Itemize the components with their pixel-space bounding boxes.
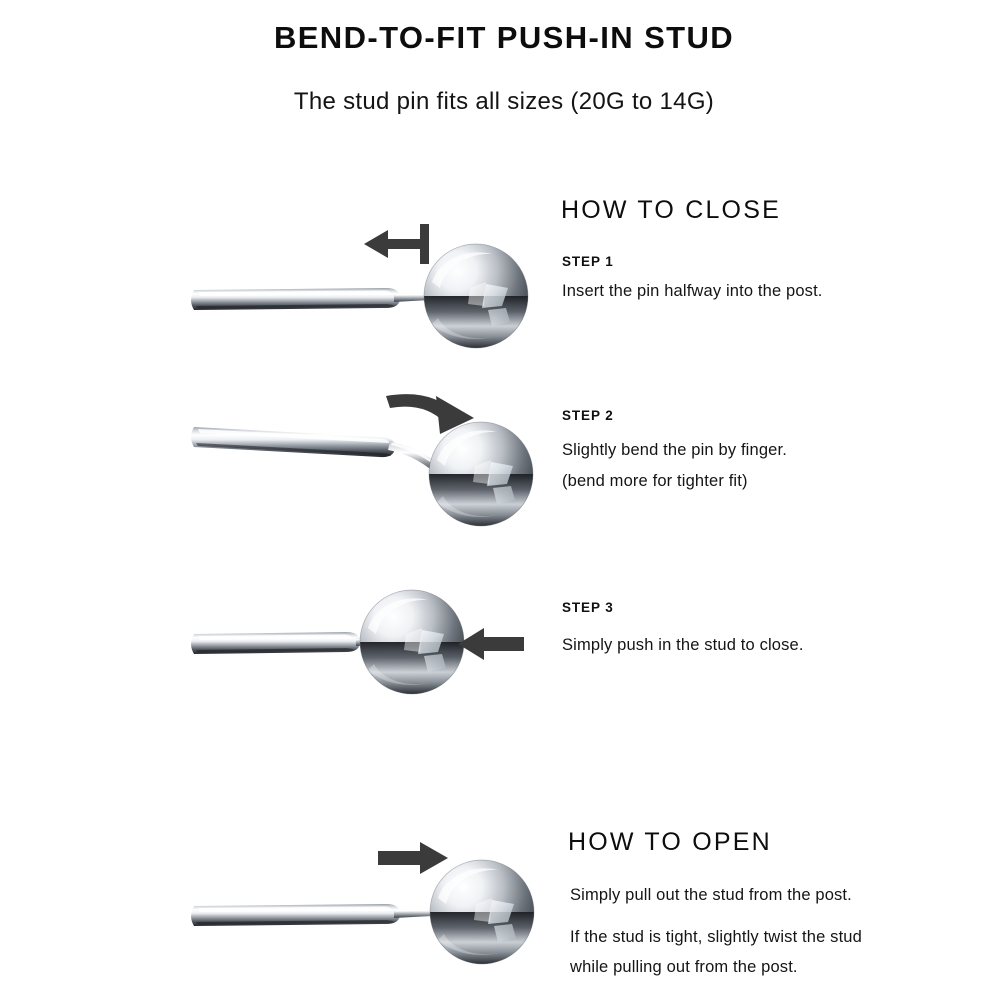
step-2-label: STEP 2	[562, 408, 614, 423]
stud-dome-step-3	[360, 590, 464, 694]
step-1-label: STEP 1	[562, 254, 614, 269]
illustration-step-1	[186, 222, 556, 372]
step-2-text-line-2: (bend more for tighter fit)	[562, 472, 748, 490]
illustration-step-3	[186, 572, 556, 742]
page-title: BEND-TO-FIT PUSH-IN STUD	[273, 20, 735, 55]
stud-dome-step-1	[424, 244, 528, 348]
page-subtitle: The stud pin fits all sizes (20G to 14G)	[293, 88, 715, 115]
step-1-text: Insert the pin halfway into the post.	[562, 282, 823, 300]
step-3-text: Simply push in the stud to close.	[562, 636, 804, 654]
open-text-line-1: Simply pull out the stud from the post.	[570, 886, 852, 904]
arrow-left-icon	[458, 628, 524, 660]
illustration-step-2	[186, 382, 556, 562]
step-3-label: STEP 3	[562, 600, 614, 615]
arrow-right-icon	[378, 842, 448, 874]
post-barrel-step-3	[191, 632, 360, 654]
illustration-open	[186, 838, 566, 998]
arrow-left-with-stop-icon	[364, 224, 429, 264]
stud-dome-step-2	[429, 422, 533, 526]
post-barrel-step-2	[191, 427, 395, 457]
step-2-text-line-1: Slightly bend the pin by finger.	[562, 441, 787, 459]
open-text-line-3: while pulling out from the post.	[570, 958, 798, 976]
stud-dome-open	[430, 860, 534, 964]
post-barrel-step-1	[191, 288, 400, 310]
section-heading-close: HOW TO CLOSE	[561, 196, 781, 224]
post-barrel-open	[191, 904, 400, 926]
section-heading-open: HOW TO OPEN	[568, 828, 772, 856]
open-text-line-2: If the stud is tight, slightly twist the stud	[570, 928, 862, 946]
